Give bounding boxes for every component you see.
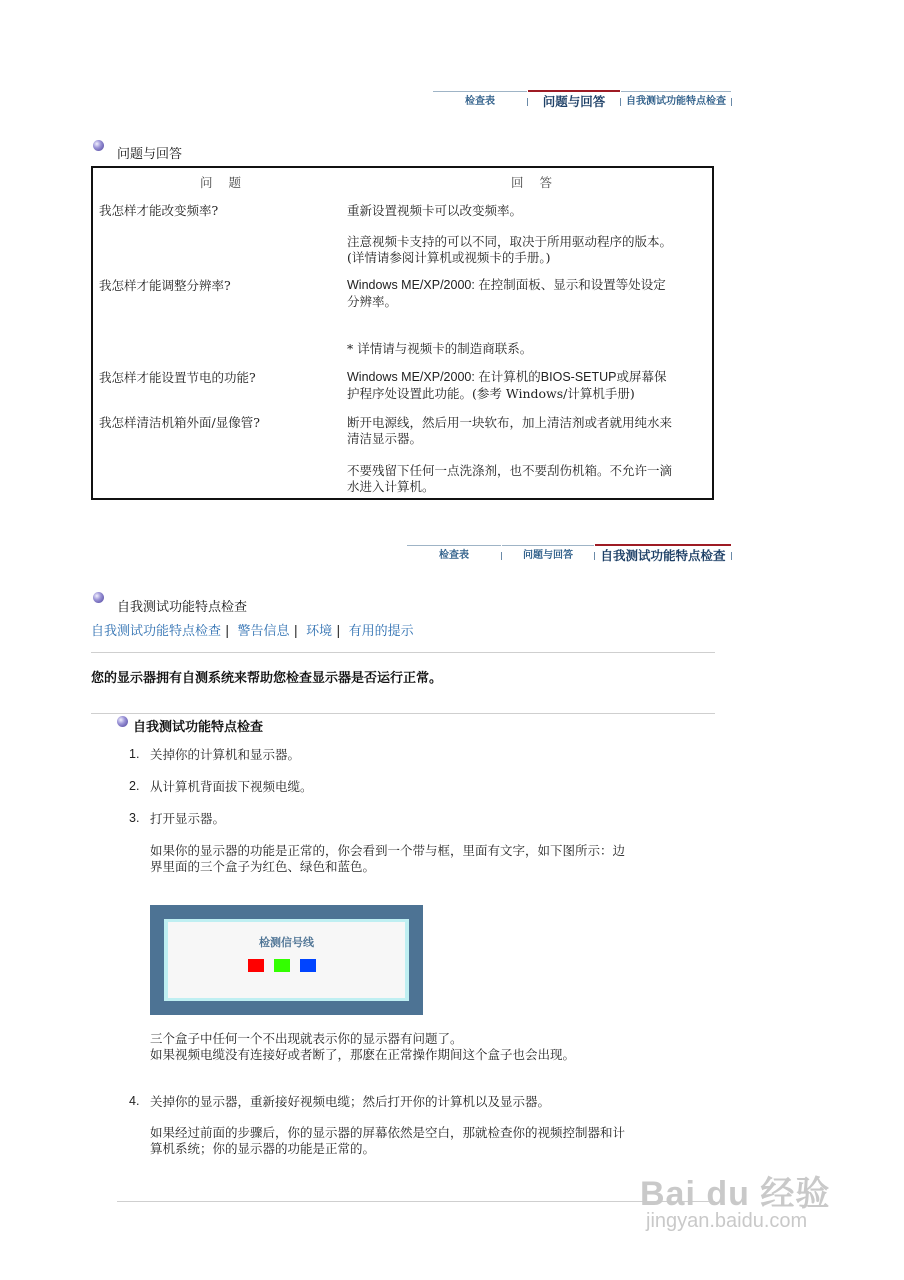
qa-answer: (详情请参阅计算机或视频卡的手册。) — [347, 250, 551, 265]
step4-description: 算机系统；你的显示器的功能是正常的。 — [150, 1141, 376, 1156]
tab-checklist[interactable]: 检查表 — [407, 545, 501, 565]
bottom-tab-strip — [407, 545, 733, 567]
step-text: 从计算机背面拔下视频电缆。 — [150, 779, 313, 794]
qa-answer: Windows ME/XP/2000: 在控制面板、显示和设置等处设定 — [347, 278, 666, 292]
qa-section-title: 问题与回答 — [117, 147, 183, 162]
link-selftest[interactable]: 自我测试功能特点检查 — [91, 624, 222, 639]
qa-question: 我怎样才能调整分辨率? — [99, 278, 231, 293]
step3-description: 如果你的显示器的功能是正常的，你会看到一个带与框，里面有文字，如下图所示：边 — [150, 843, 626, 858]
qa-col-answer: 回 答 — [511, 175, 558, 190]
section-bullet-icon — [93, 592, 104, 603]
green-box — [274, 959, 290, 972]
link-useful-tips[interactable]: 有用的提示 — [348, 624, 414, 639]
qa-question: 我怎样才能设置节电的功能? — [99, 370, 256, 385]
qa-answer: * 详情请与视频卡的制造商联系。 — [347, 341, 533, 356]
tab-checklist[interactable]: 检查表 — [433, 91, 527, 111]
tab-selftest[interactable]: 自我测试功能特点检查 — [621, 91, 731, 111]
selftest-intro: 您的显示器拥有自测系统来帮助您检查显示器是否运行正常。 — [91, 671, 443, 686]
step-text: 关掉你的计算机和显示器。 — [150, 747, 301, 762]
blue-box — [300, 959, 316, 972]
step-text: 关掉你的显示器，重新接好视频电缆；然后打开你的计算机以及显示器。 — [150, 1094, 551, 1109]
qa-question: 我怎样才能改变频率? — [99, 203, 219, 218]
step3-description: 界里面的三个盒子为红色、绿色和蓝色。 — [150, 859, 376, 874]
step-number: 1. — [129, 747, 140, 761]
divider — [91, 652, 715, 653]
subsection-bullet-icon — [117, 716, 128, 727]
qa-answer: 护程序处设置此功能。(参考 Windows/计算机手册) — [347, 386, 635, 401]
tab-qa[interactable]: 问题与回答 — [502, 545, 594, 565]
section-bullet-icon — [93, 140, 104, 151]
step-number: 2. — [129, 779, 140, 793]
qa-answer: 水进入计算机。 — [347, 479, 435, 494]
qa-answer: 不要残留下任何一点洗涤剂，也不要刮伤机箱。不允许一滴 — [347, 463, 673, 478]
selftest-nav-links: 自我测试功能特点检查 | 警告信息 | 环境 | 有用的提示 — [91, 624, 414, 639]
step-number: 4. — [129, 1094, 140, 1108]
qa-answer: 清洁显示器。 — [347, 431, 423, 446]
qa-answer: 重新设置视频卡可以改变频率。 — [347, 203, 523, 218]
step-text: 打开显示器。 — [150, 811, 226, 826]
qa-answer: 分辨率。 — [347, 294, 398, 309]
baidu-watermark-logo: Bai du 经验 — [640, 1175, 831, 1213]
baidu-watermark-url: jingyan.baidu.com — [646, 1210, 808, 1232]
selftest-subheading: 自我测试功能特点检查 — [133, 720, 264, 735]
figure-note: 三个盒子中任何一个不出现就表示你的显示器有问题了。 — [150, 1031, 463, 1046]
step-number: 3. — [129, 811, 140, 825]
step4-description: 如果经过前面的步骤后，你的显示器的屏幕依然是空白，那就检查你的视频控制器和计 — [150, 1125, 626, 1140]
tab-qa[interactable]: 问题与回答 — [528, 91, 620, 111]
qa-col-question: 问 题 — [200, 175, 247, 190]
link-environment[interactable]: 环境 — [306, 624, 333, 639]
qa-answer: 断开电源线，然后用一块软布，加上清洁剂或者就用纯水来 — [347, 415, 673, 430]
top-tab-strip — [433, 91, 733, 113]
divider — [117, 1201, 715, 1202]
figure-note: 如果视频电缆没有连接好或者断了，那麽在正常操作期间这个盒子也会出现。 — [150, 1047, 576, 1062]
red-box — [248, 959, 264, 972]
tab-selftest[interactable]: 自我测试功能特点检查 — [595, 545, 731, 565]
divider — [91, 713, 715, 714]
qa-question: 我怎样清洁机箱外面/显像管? — [99, 415, 260, 430]
qa-answer: Windows ME/XP/2000: 在计算机的BIOS-SETUP或屏幕保 — [347, 370, 667, 384]
link-warnings[interactable]: 警告信息 — [237, 624, 290, 639]
signal-test-title: 检测信号线 — [259, 937, 314, 949]
selftest-section-title: 自我测试功能特点检查 — [117, 600, 248, 615]
qa-answer: 注意视频卡支持的可以不同，取决于所用驱动程序的版本。 — [347, 234, 673, 249]
